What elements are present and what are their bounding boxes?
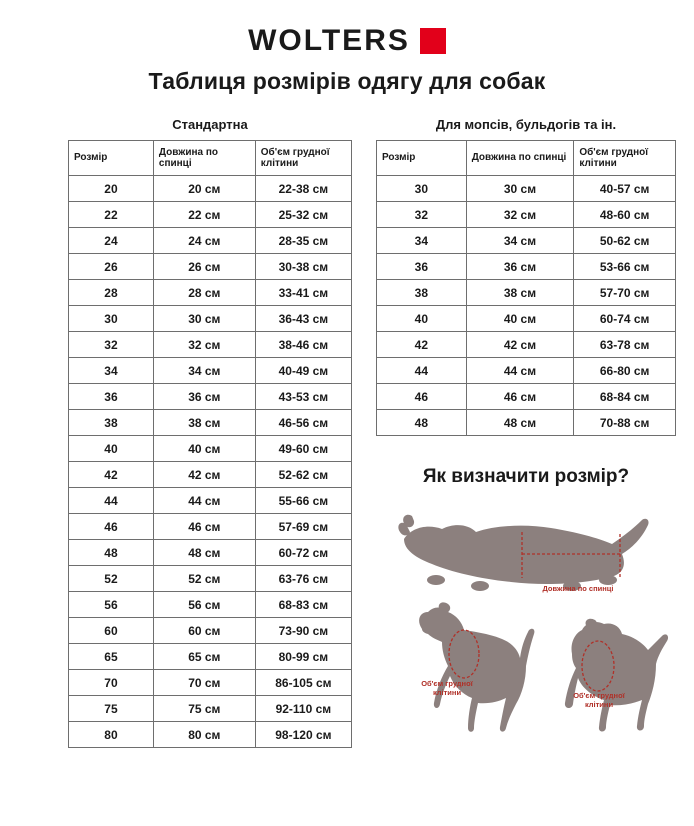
special-table-title: Для мопсів, бульдогів та ін. [435, 117, 617, 132]
cell-back-length: 22 см [153, 202, 255, 228]
table-row [69, 176, 352, 202]
dog-side-view-icon [419, 602, 534, 731]
table-row [69, 618, 352, 644]
cell-size: 38 [69, 410, 154, 436]
table-row [69, 228, 352, 254]
cell-back-length: 36 см [153, 384, 255, 410]
table-row [377, 280, 676, 306]
table-row [69, 540, 352, 566]
cell-size: 28 [69, 280, 154, 306]
cell-size: 26 [69, 254, 154, 280]
cell-chest: 60-74 см [574, 306, 676, 332]
cell-back-length: 75 см [153, 696, 255, 722]
cell-size: 48 [377, 410, 467, 436]
cell-back-length: 30 см [466, 176, 574, 202]
table-row [69, 592, 352, 618]
table-row [377, 332, 676, 358]
cell-chest: 68-84 см [574, 384, 676, 410]
cell-chest: 73-90 см [255, 618, 351, 644]
table-row [69, 280, 352, 306]
cell-chest: 53-66 см [574, 254, 676, 280]
table-row [377, 228, 676, 254]
cell-back-length: 46 см [466, 384, 574, 410]
table-row [69, 462, 352, 488]
cell-chest: 50-62 см [574, 228, 676, 254]
caption-chest-right: Об'єм грудної клітини [573, 691, 625, 710]
cell-size: 36 [69, 384, 154, 410]
cell-chest: 52-62 см [255, 462, 351, 488]
table-row [377, 410, 676, 436]
column-header-back-length: Довжина по спинці [466, 141, 574, 176]
cell-back-length: 36 см [466, 254, 574, 280]
table-row [69, 332, 352, 358]
cell-size: 65 [69, 644, 154, 670]
cell-chest: 25-32 см [255, 202, 351, 228]
column-header-chest: Об'єм грудної клітини [574, 141, 676, 176]
cell-back-length: 20 см [153, 176, 255, 202]
special-table-body [377, 176, 676, 436]
cell-size: 32 [377, 202, 467, 228]
cell-back-length: 56 см [153, 592, 255, 618]
cell-back-length: 40 см [466, 306, 574, 332]
column-header-back-length: Довжина по спинці [153, 141, 255, 176]
cell-back-length: 65 см [153, 644, 255, 670]
table-row [69, 644, 352, 670]
cell-size: 42 [377, 332, 467, 358]
table-row [69, 566, 352, 592]
bulldog-side-view-icon [565, 619, 668, 732]
table-row [69, 358, 352, 384]
cell-back-length: 34 см [466, 228, 574, 254]
table-row [377, 176, 676, 202]
cell-size: 48 [69, 540, 154, 566]
cell-back-length: 80 см [153, 722, 255, 748]
standard-table-title: Стандартна [172, 117, 248, 132]
cell-size: 60 [69, 618, 154, 644]
cell-back-length: 28 см [153, 280, 255, 306]
cell-size: 56 [69, 592, 154, 618]
cell-size: 44 [377, 358, 467, 384]
cell-chest: 28-35 см [255, 228, 351, 254]
table-row [377, 254, 676, 280]
cell-chest: 36-43 см [255, 306, 351, 332]
table-row [69, 722, 352, 748]
standard-size-table [68, 140, 352, 748]
cell-size: 46 [69, 514, 154, 540]
standard-table-column [68, 117, 352, 748]
cell-size: 75 [69, 696, 154, 722]
cell-back-length: 40 см [153, 436, 255, 462]
cell-chest: 80-99 см [255, 644, 351, 670]
cell-back-length: 32 см [153, 332, 255, 358]
table-header-row [377, 141, 676, 176]
cell-size: 30 [377, 176, 467, 202]
cell-chest: 66-80 см [574, 358, 676, 384]
how-to-measure-title: Як визначити розмір? [422, 466, 630, 487]
cell-chest: 98-120 см [255, 722, 351, 748]
cell-chest: 46-56 см [255, 410, 351, 436]
cell-chest: 49-60 см [255, 436, 351, 462]
cell-back-length: 70 см [153, 670, 255, 696]
cell-back-length: 26 см [153, 254, 255, 280]
cell-back-length: 48 см [153, 540, 255, 566]
tables-container [0, 117, 694, 754]
cell-chest: 22-38 см [255, 176, 351, 202]
cell-chest: 55-66 см [255, 488, 351, 514]
cell-size: 36 [377, 254, 467, 280]
brand-header [0, 26, 694, 56]
cell-chest: 70-88 см [574, 410, 676, 436]
cell-back-length: 42 см [153, 462, 255, 488]
measurement-diagram [376, 494, 676, 754]
table-row [69, 384, 352, 410]
column-header-size: Розмір [377, 141, 467, 176]
table-row [69, 436, 352, 462]
table-row [69, 254, 352, 280]
cell-back-length: 60 см [153, 618, 255, 644]
how-to-measure-section [376, 466, 676, 754]
table-row [69, 202, 352, 228]
table-row [377, 358, 676, 384]
cell-size: 22 [69, 202, 154, 228]
dog-top-view-icon [398, 515, 648, 591]
cell-back-length: 46 см [153, 514, 255, 540]
table-row [69, 488, 352, 514]
table-row [69, 306, 352, 332]
special-breeds-column [376, 117, 676, 754]
cell-chest: 57-70 см [574, 280, 676, 306]
column-header-size: Розмір [69, 141, 154, 176]
cell-chest: 40-57 см [574, 176, 676, 202]
cell-chest: 48-60 см [574, 202, 676, 228]
cell-back-length: 38 см [153, 410, 255, 436]
table-row [69, 410, 352, 436]
cell-back-length: 52 см [153, 566, 255, 592]
cell-size: 34 [377, 228, 467, 254]
cell-chest: 57-69 см [255, 514, 351, 540]
cell-size: 80 [69, 722, 154, 748]
cell-size: 30 [69, 306, 154, 332]
cell-size: 24 [69, 228, 154, 254]
cell-size: 40 [377, 306, 467, 332]
cell-size: 42 [69, 462, 154, 488]
cell-back-length: 24 см [153, 228, 255, 254]
cell-size: 52 [69, 566, 154, 592]
dog-illustrations-svg [376, 494, 676, 754]
table-row [69, 670, 352, 696]
cell-back-length: 48 см [466, 410, 574, 436]
cell-back-length: 30 см [153, 306, 255, 332]
table-row [377, 202, 676, 228]
cell-back-length: 44 см [466, 358, 574, 384]
cell-size: 34 [69, 358, 154, 384]
cell-back-length: 42 см [466, 332, 574, 358]
cell-back-length: 34 см [153, 358, 255, 384]
cell-size: 46 [377, 384, 467, 410]
cell-chest: 40-49 см [255, 358, 351, 384]
page-title: Таблиця розмірів одягу для собак [148, 68, 546, 94]
special-size-table [376, 140, 676, 436]
cell-back-length: 32 см [466, 202, 574, 228]
cell-back-length: 44 см [153, 488, 255, 514]
table-row [69, 514, 352, 540]
caption-chest-left: Об'єм грудної клітини [421, 679, 473, 698]
cell-chest: 68-83 см [255, 592, 351, 618]
cell-size: 44 [69, 488, 154, 514]
cell-chest: 86-105 см [255, 670, 351, 696]
table-row [69, 696, 352, 722]
column-header-chest: Об'єм грудної клітини [255, 141, 351, 176]
table-header-row [69, 141, 352, 176]
cell-chest: 63-78 см [574, 332, 676, 358]
cell-size: 38 [377, 280, 467, 306]
cell-back-length: 38 см [466, 280, 574, 306]
cell-chest: 38-46 см [255, 332, 351, 358]
brand-square-logo [420, 28, 446, 54]
cell-chest: 33-41 см [255, 280, 351, 306]
cell-chest: 43-53 см [255, 384, 351, 410]
cell-chest: 60-72 см [255, 540, 351, 566]
cell-chest: 63-76 см [255, 566, 351, 592]
caption-back-length: Довжина по спинці [542, 584, 614, 593]
cell-chest: 92-110 см [255, 696, 351, 722]
cell-size: 40 [69, 436, 154, 462]
standard-table-body [69, 176, 352, 748]
size-chart-page [0, 26, 694, 826]
cell-chest: 30-38 см [255, 254, 351, 280]
brand-name: WOLTERS [248, 24, 410, 57]
table-row [377, 384, 676, 410]
table-row [377, 306, 676, 332]
cell-size: 70 [69, 670, 154, 696]
cell-size: 32 [69, 332, 154, 358]
cell-size: 20 [69, 176, 154, 202]
